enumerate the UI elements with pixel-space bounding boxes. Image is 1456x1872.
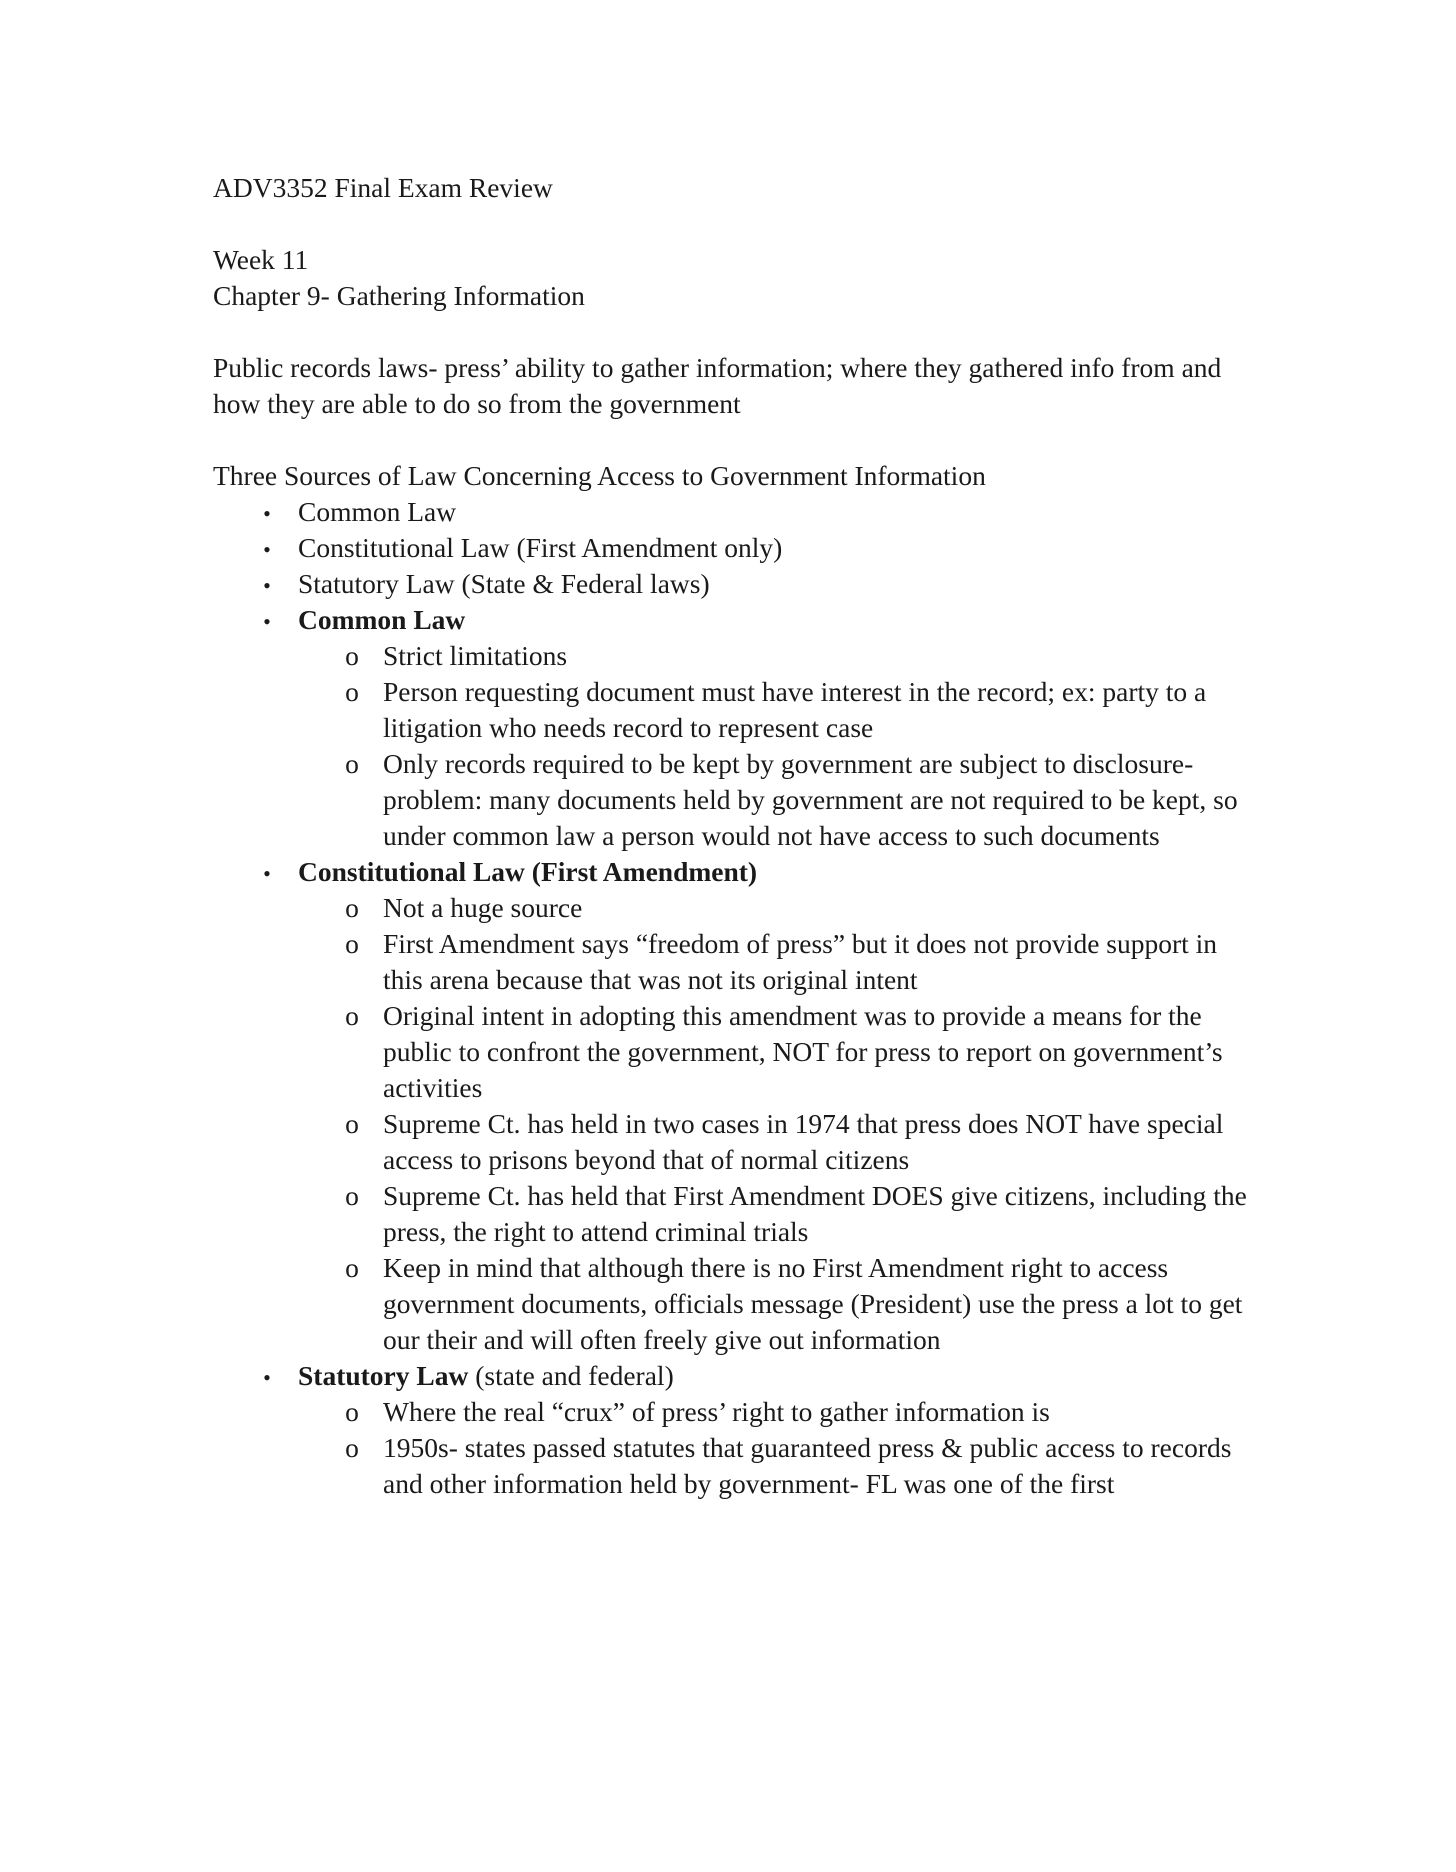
list-item bbox=[298, 746, 1253, 854]
list-item bbox=[298, 638, 1253, 674]
point-text: Supreme Ct. has held in two cases in 1974 that press does NOT have special access to prisons beyond that of normal citizens bbox=[383, 1108, 1224, 1175]
list-item bbox=[298, 674, 1253, 746]
sub-bullet-icon bbox=[340, 998, 364, 1034]
list-item bbox=[298, 926, 1253, 998]
section-points bbox=[298, 1394, 1253, 1502]
sub-bullet-icon bbox=[340, 1394, 364, 1430]
sub-bullet-icon bbox=[340, 1178, 364, 1214]
point-text: Where the real “crux” of press’ right to gather information is bbox=[383, 1396, 1050, 1427]
list-item bbox=[298, 1178, 1253, 1250]
section-statutory-law bbox=[213, 1358, 1253, 1502]
list-item bbox=[213, 530, 1253, 566]
section-heading bbox=[298, 1358, 1253, 1394]
list-item bbox=[213, 566, 1253, 602]
section-item bbox=[213, 1358, 1253, 1502]
section-points bbox=[298, 638, 1253, 854]
point-text: Not a huge source bbox=[383, 892, 583, 923]
section-heading-bold: Statutory Law bbox=[298, 1360, 469, 1391]
point-text: Strict limitations bbox=[383, 640, 568, 671]
bullet-icon bbox=[257, 854, 277, 892]
sub-bullet-icon bbox=[340, 746, 364, 782]
sub-bullet-icon bbox=[340, 638, 364, 674]
bullet-icon bbox=[257, 1358, 277, 1396]
chapter-heading: Chapter 9- Gathering Information bbox=[213, 280, 585, 311]
point-text: First Amendment says “freedom of press” but it does not provide support in this arena because that was not its original intent bbox=[383, 928, 1218, 995]
source-item: Statutory Law (State & Federal laws) bbox=[298, 568, 710, 599]
source-item: Common Law bbox=[298, 496, 457, 527]
section-item bbox=[213, 854, 1253, 1358]
section-heading-bold: Common Law bbox=[298, 604, 466, 635]
section-points bbox=[298, 890, 1253, 1358]
point-text: Supreme Ct. has held that First Amendment DOES give citizens, including the press, the right to attend criminal trials bbox=[383, 1180, 1247, 1247]
list-item bbox=[298, 1430, 1253, 1502]
section-heading bbox=[298, 854, 1253, 890]
section-heading-rest: (state and federal) bbox=[468, 1360, 674, 1391]
bullet-icon bbox=[257, 566, 277, 604]
point-text: 1950s- states passed statutes that guaranteed press & public access to records and other information held by government- FL was one of the first bbox=[383, 1432, 1232, 1499]
list-item bbox=[298, 998, 1253, 1106]
sources-heading: Three Sources of Law Concerning Access to Government Information bbox=[213, 460, 986, 491]
section-item bbox=[213, 602, 1253, 854]
sub-bullet-icon bbox=[340, 674, 364, 710]
spacer bbox=[213, 206, 1253, 242]
document-body bbox=[213, 170, 1253, 1502]
source-item: Constitutional Law (First Amendment only) bbox=[298, 532, 783, 563]
point-text: Original intent in adopting this amendment was to provide a means for the public to confront the government, NOT for press to report on government’s activities bbox=[383, 1000, 1223, 1103]
spacer bbox=[213, 422, 1253, 458]
list-item bbox=[298, 1250, 1253, 1358]
bullet-icon bbox=[257, 530, 277, 568]
bullet-icon bbox=[257, 602, 277, 640]
sub-bullet-icon bbox=[340, 1430, 364, 1466]
sub-bullet-icon bbox=[340, 1250, 364, 1286]
sources-list bbox=[213, 494, 1253, 602]
sub-bullet-icon bbox=[340, 1106, 364, 1142]
section-common-law bbox=[213, 602, 1253, 854]
document-title: ADV3352 Final Exam Review bbox=[213, 172, 553, 203]
point-text: Only records required to be kept by government are subject to disclosure- problem: many documents held by government are not required to be kept, so under common law a person would not have access to such documents bbox=[383, 748, 1238, 851]
intro-paragraph: Public records laws- press’ ability to gather information; where they gathered info from and how they are able to do so from the government bbox=[213, 352, 1222, 419]
section-heading-bold: Constitutional Law (First Amendment) bbox=[298, 856, 758, 887]
sub-bullet-icon bbox=[340, 926, 364, 962]
section-constitutional-law bbox=[213, 854, 1253, 1358]
list-item bbox=[298, 1106, 1253, 1178]
week-label: Week 11 bbox=[213, 244, 309, 275]
point-text: Person requesting document must have interest in the record; ex: party to a litigation who needs record to represent case bbox=[383, 676, 1207, 743]
section-heading bbox=[298, 602, 1253, 638]
bullet-icon bbox=[257, 494, 277, 532]
point-text: Keep in mind that although there is no First Amendment right to access government documents, officials message (President) use the press a lot to get our their and will often freely give out information bbox=[383, 1252, 1243, 1355]
list-item bbox=[298, 1394, 1253, 1430]
list-item bbox=[298, 890, 1253, 926]
list-item bbox=[213, 494, 1253, 530]
spacer bbox=[213, 314, 1253, 350]
sub-bullet-icon bbox=[340, 890, 364, 926]
